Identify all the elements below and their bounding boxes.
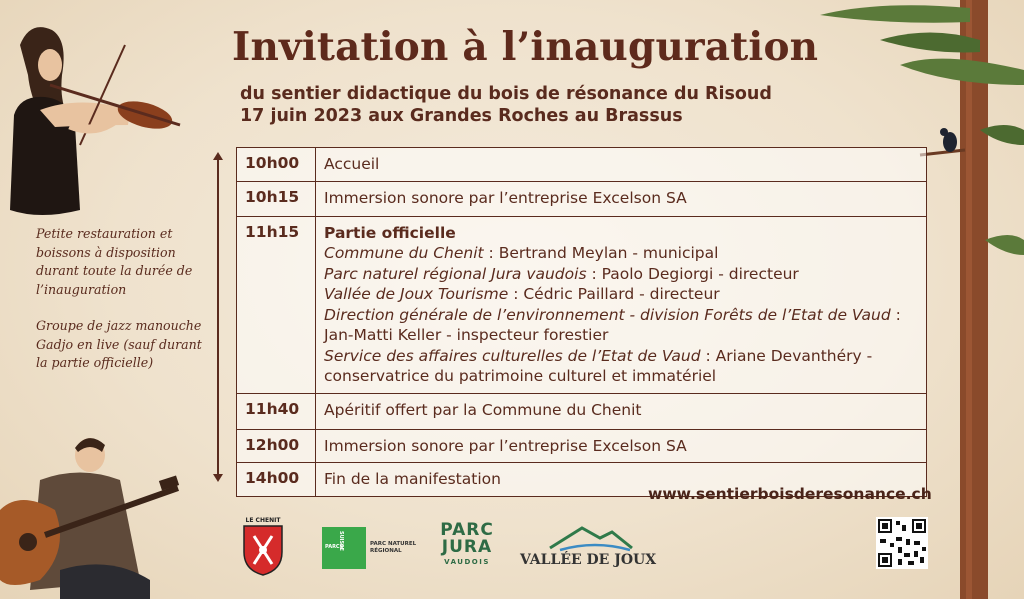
event-cell: Apéritif offert par la Commune du Chenit (316, 393, 927, 429)
speaker-person: Ariane Devanthéry - (715, 346, 873, 365)
event-cell: Accueil (316, 148, 927, 182)
catering-note: Petite restauration et boissons à disposition durant toute la durée de l’inauguration (36, 226, 193, 297)
page-title: Invitation à l’inauguration (232, 24, 819, 70)
speaker-line (324, 346, 918, 367)
speaker-person: Cédric Paillard - directeur (523, 285, 720, 303)
timeline-arrow (213, 152, 223, 482)
speaker-org: Commune du Chenit (324, 244, 484, 262)
parc-jura-vaudois-logo (436, 522, 498, 566)
le-chenit-logo (240, 517, 286, 579)
time-cell: 12h00 (237, 429, 316, 463)
speaker-line (324, 284, 918, 305)
speaker-sep: : (700, 346, 716, 365)
speaker-person: Paolo Degiorgi - directeur (601, 264, 799, 283)
speaker-org: Service des affaires culturelles de l’Etat de Vaud (324, 346, 701, 365)
time-cell: 10h00 (237, 148, 316, 182)
music-note: Groupe de jazz manouche Gadjo en live (sauf durant la partie officielle) (36, 318, 202, 370)
speaker-line (324, 264, 918, 285)
vallee-de-joux-label: VALLÉE DE JOUX (520, 552, 657, 568)
qr-code-icon[interactable] (876, 517, 928, 569)
speaker-line (324, 325, 918, 346)
event-cell-official (316, 216, 927, 393)
time-cell: 11h40 (237, 393, 316, 429)
speaker-line (324, 366, 918, 387)
table-row (237, 393, 927, 429)
jura-logo-line1: PARC (440, 520, 494, 540)
speaker-org: Direction générale de l’environnement - division Forêts de l’Etat de Vaud (324, 305, 891, 324)
le-chenit-label: LE CHENIT (245, 517, 281, 524)
speaker-line (324, 243, 918, 264)
parc-naturel-text (370, 541, 416, 554)
speaker-sep: : (508, 285, 524, 303)
event-cell: Immersion sonore par l’entreprise Excelson SA (316, 181, 927, 216)
time-cell: 10h15 (237, 181, 316, 216)
speaker-sep: : (586, 264, 602, 283)
official-heading: Partie officielle (324, 223, 456, 242)
subtitle-date: 17 juin 2023 aux Grandes Roches au Brassus (240, 106, 683, 126)
speaker-sep: : (483, 244, 499, 262)
website-link[interactable]: www.sentierboisderesonance.ch (648, 485, 932, 503)
jura-logo-line2: JURA (441, 537, 493, 557)
coat-of-arms-icon (240, 524, 286, 576)
guitarist-illustration (0, 430, 190, 599)
table-row (237, 216, 927, 393)
event-cell: Immersion sonore par l’entreprise Excelson SA (316, 429, 927, 463)
event-cell: Fin de la manifestation (316, 463, 927, 497)
parcs-label: PARCS (325, 544, 344, 550)
time-cell: 11h15 (237, 216, 316, 393)
speaker-org: Vallée de Joux Tourisme (324, 285, 509, 303)
speaker-line (324, 305, 918, 326)
suisse-label: SUISSE (338, 531, 344, 551)
table-row (237, 429, 927, 463)
parc-naturel-line: PARC NATUREL (370, 541, 417, 547)
parcs-suisse-logo (322, 527, 417, 569)
table-row (237, 148, 927, 182)
parcs-green-block (322, 527, 366, 569)
arrow-down-icon (213, 474, 223, 482)
regional-line: RÉGIONAL (370, 547, 402, 554)
speaker-sep: : (890, 305, 901, 324)
speaker-org: Parc naturel régional Jura vaudois (324, 264, 587, 283)
table-row (237, 181, 927, 216)
time-cell: 14h00 (237, 463, 316, 497)
side-note (36, 225, 211, 373)
speaker-person: Bertrand Meylan - municipal (498, 244, 719, 262)
speaker-person: conservatrice du patrimoine culturel et immatériel (324, 367, 717, 385)
violinist-illustration (0, 15, 190, 225)
schedule-table (236, 147, 927, 497)
mountain-icon (520, 522, 660, 552)
subtitle-location: du sentier didactique du bois de résonance du Risoud (240, 84, 772, 104)
timeline-line (217, 156, 219, 478)
jura-logo-line3: VAUDOIS (444, 558, 490, 566)
vallee-de-joux-logo (520, 522, 660, 572)
speaker-person: Jan-Matti Keller - inspecteur forestier (324, 326, 609, 344)
